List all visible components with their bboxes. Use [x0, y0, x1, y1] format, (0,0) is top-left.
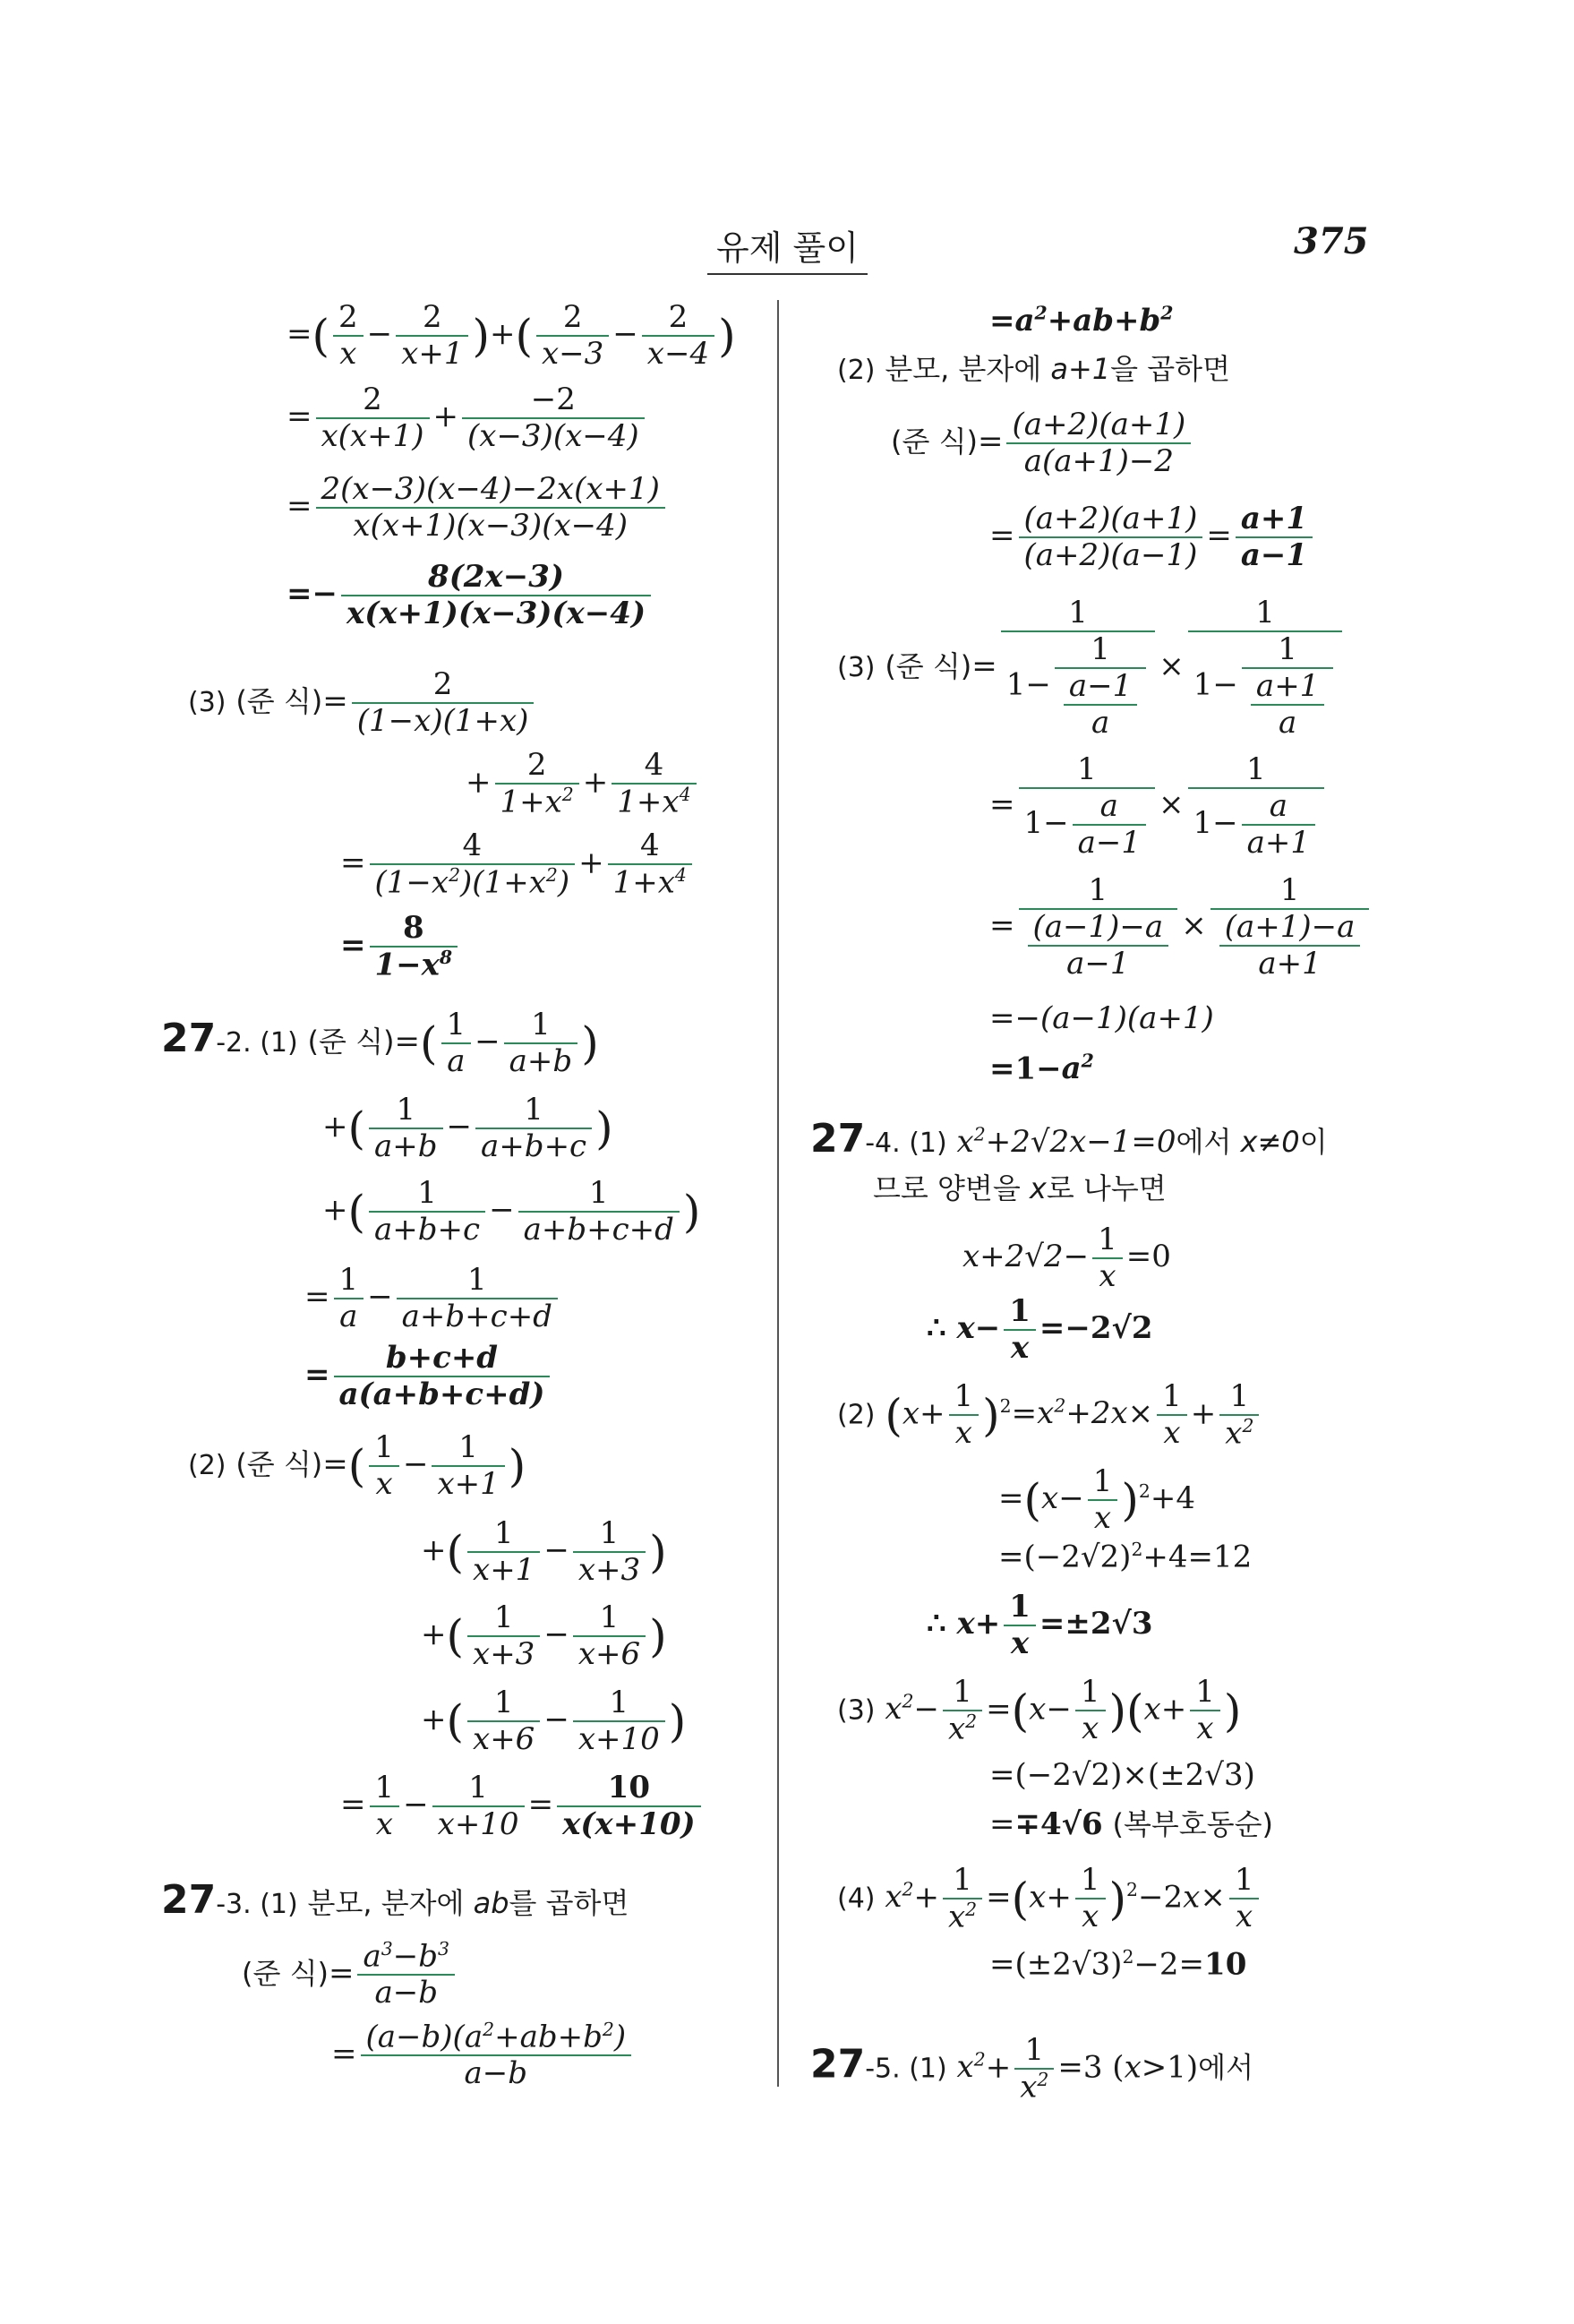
problem-27-4: 27-4. (1) $x^2+2√2x-1=0$에서 x≠0이 [810, 1116, 1328, 1162]
line: $=a^2+ab+b^2$ [989, 303, 1174, 339]
line: =∓4√6 (복부호동순) [989, 1806, 1273, 1842]
line: $=1-a^2$ [989, 1051, 1094, 1087]
line: = $\frac{b+c+d}{a(a+b+c+d)}$ [304, 1341, 553, 1412]
line: (3) (준 식)= $\frac{2}{(1-x)(1+x)}$ [188, 667, 537, 739]
line: $=(\pm 2√3)^2-2=10$ [989, 1946, 1247, 1983]
line: = 1 1− $\frac{a}{a-1}$ × 1 1− $\frac{a}{a+1}$ [989, 752, 1328, 861]
line: =(x− $\frac{1}{x}$ )$^2$+4 [998, 1463, 1195, 1537]
page-header [0, 220, 1574, 274]
line: = $\frac{8}{1-x^8}$ [340, 911, 461, 983]
line: = $\frac{2}{x(x+1)}$ + $\frac{-2}{(x-3)(x-4)}$ [287, 382, 648, 454]
line: (2) (x+ $\frac{1}{x}$ )$^2=x^2+2x\times$ $\frac{1}{x}$ + $\frac{1}{x^2}$ [837, 1379, 1262, 1452]
line: = $\frac{(a+2)(a+1)}{(a+2)(a-1)}$ = $\frac{a+1}{a-1}$ [989, 502, 1316, 573]
line: = $\frac{(a-b)(a^2+ab+b^2)}{a-b}$ [331, 2020, 635, 2092]
line: =−(a−1)(a+1) [989, 1000, 1214, 1036]
line: (준 식)= $\frac{a^3-b^3}{a-b}$ [242, 1939, 458, 2011]
line: +( $\frac{1}{x+1}$ − $\frac{1}{x+3}$ ) [421, 1515, 667, 1589]
line: = $\frac{1}{\frac{(a-1)-a}{a-1}}$ × $\frac{1}{\frac{(a+1)-a}{a+1}}$ [989, 873, 1373, 982]
line: +( $\frac{1}{a+b}$ − $\frac{1}{a+b+c}$ ) [322, 1092, 613, 1165]
line: +( $\frac{1}{a+b+c}$ − $\frac{1}{a+b+c+d}$ ) [322, 1175, 701, 1248]
line: = $\frac{1}{a}$ − $\frac{1}{a+b+c+d}$ [304, 1263, 561, 1334]
page-number: 375 [1294, 220, 1369, 262]
problem-27-3: 27-3. (1) 분모, 분자에 ab를 곱하면 [161, 1877, 629, 1923]
line: =(−2√2)×(±2√3) [989, 1757, 1255, 1793]
line: $=(-2√2)^2+4=12$ [998, 1539, 1253, 1575]
problem-27-2: 27-2. (1) (준 식)=( $\frac{1}{a}$ − $\frac{1}{a+b}$ ) [161, 1007, 599, 1080]
problem-27-5: 27-5. (1) $x^2+$ $\frac{1}{x^2}$ =3 (x>1)에서 [810, 2032, 1253, 2105]
line: +( $\frac{1}{x+3}$ − $\frac{1}{x+6}$ ) [421, 1599, 667, 1673]
section-title: 유제 풀이 [707, 220, 868, 275]
line: = $\frac{1}{x}$ − $\frac{1}{x+10}$ = $\frac{10}{x(x+10)}$ [340, 1771, 705, 1842]
line: = $\frac{4}{(1-x^2)(1+x^2)}$ + $\frac{4}{1+x^4}$ [340, 828, 696, 901]
line: ∴ x− $\frac{1}{x}$ =−2√2 [927, 1293, 1153, 1367]
line: (2) 분모, 분자에 a+1을 곱하면 [837, 352, 1230, 386]
line: (4) $x^2+$ $\frac{1}{x^2}$ =(x+ $\frac{1}{x}$ )$^2$−2x× $\frac{1}{x}$ [837, 1863, 1262, 1935]
line: (준 식)= $\frac{(a+2)(a+1)}{a(a+1)-2}$ [891, 407, 1194, 479]
line: (2) (준 식)=( $\frac{1}{x}$ − $\frac{1}{x+1}$ ) [188, 1429, 526, 1503]
line: ∴ x+ $\frac{1}{x}$ =±2√3 [927, 1589, 1153, 1662]
line: (3) $x^2-$ $\frac{1}{x^2}$ =(x− $\frac{1}{x}$ )(x+ $\frac{1}{x}$ ) [837, 1674, 1242, 1747]
column-divider [777, 300, 779, 2087]
line: 므로 양변을 x로 나누면 [873, 1171, 1167, 1205]
line: +( $\frac{1}{x+6}$ − $\frac{1}{x+10}$ ) [421, 1685, 687, 1758]
line: = $\frac{2(x-3)(x-4)-2x(x+1)}{x(x+1)(x-3)(x-4)}$ [287, 472, 669, 544]
line: (3) (준 식)= 1 1− $\frac{1}{\frac{a-1}{a}}$ × 1 1− $\frac{1}{\frac{a+1}{a}}$ [837, 596, 1346, 741]
line: + $\frac{2}{1+x^2}$ + $\frac{4}{1+x^4}$ [466, 748, 700, 820]
line: =( $\frac{2}{x}$ − $\frac{2}{x+1}$ )+( $\frac{2}{x-3}$ − $\frac{2}{x-4}$ ) [287, 299, 736, 373]
line: =− $\frac{8(2x-3)}{x(x+1)(x-3)(x-4)}$ [287, 560, 654, 631]
line: x+2√2− $\frac{1}{x}$ =0 [962, 1222, 1171, 1295]
